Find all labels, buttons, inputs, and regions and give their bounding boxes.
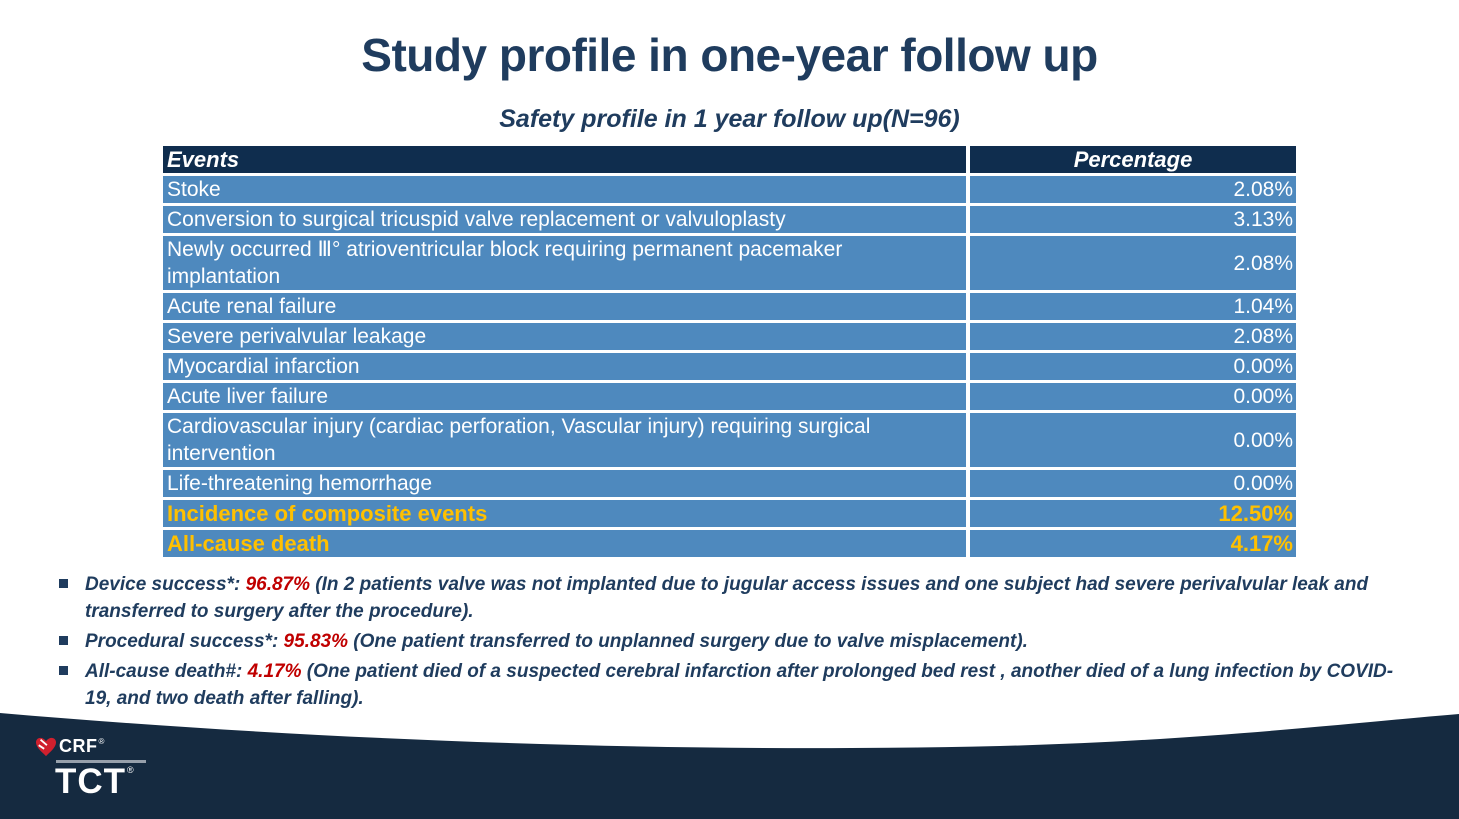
footnote-item [57,571,1413,625]
percentage-cell: 2.08% [968,235,1296,292]
percentage-cell: 0.00% [968,352,1296,382]
footnote-text [85,571,1413,625]
table-header-row [163,146,1296,175]
bullet-square-icon [59,579,68,588]
crf-heart-icon [35,737,57,757]
footnote-label: Procedural success*: [85,631,284,652]
event-cell: All-cause death [163,529,968,559]
percentage-cell: 1.04% [968,292,1296,322]
percentage-cell: 12.50% [968,499,1296,529]
table-row [163,175,1296,205]
table-row [163,205,1296,235]
table-subtitle: Safety profile in 1 year follow up(N=96) [499,105,960,133]
events-column-header: Events [163,146,968,175]
crf-logo-text: CRF [59,736,98,756]
tct-registered-mark: ® [127,765,134,775]
footnote-description: (One patient died of a suspected cerebral infarction after prolonged bed rest , another died of a lung infection by COVID-19, and two death after falling). [85,661,1394,709]
table-row [163,412,1296,469]
bullet-square-icon [59,636,68,645]
percentage-cell: 2.08% [968,322,1296,352]
table-row [163,352,1296,382]
event-cell: Life-threatening hemorrhage [163,469,968,499]
footnote-value: 96.87% [245,574,316,595]
footnote-value: 95.83% [283,631,354,652]
crf-registered-mark: ® [98,737,105,746]
event-cell: Severe perivalvular leakage [163,322,968,352]
footnotes-list [57,571,1413,715]
percentage-cell: 2.08% [968,175,1296,205]
crf-logo-row [35,736,146,757]
table-row [163,469,1296,499]
footnote-text [85,658,1413,712]
footnote-description: (One patient transferred to unplanned surgery due to valve misplacement). [353,631,1028,652]
footnote-description: (In 2 patients valve was not implanted due to jugular access issues and one subject had severe perivalvular leak and transferred to surgery after the procedure). [85,574,1369,622]
percentage-cell: 0.00% [968,469,1296,499]
safety-profile-table [163,146,1296,560]
table-header [163,146,1296,175]
table-row [163,322,1296,352]
bullet-square-icon [59,666,68,675]
table-row [163,292,1296,322]
events-table-body [163,175,1296,559]
footnote-text [85,628,1028,655]
footnote-label: All-cause death#: [85,661,248,682]
percentage-cell: 4.17% [968,529,1296,559]
footnote-value: 4.17% [247,661,307,682]
footnote-label: Device success*: [85,574,246,595]
percentage-cell: 3.13% [968,205,1296,235]
footnote-item [57,658,1413,712]
event-cell: Myocardial infarction [163,352,968,382]
event-cell: Conversion to surgical tricuspid valve replacement or valvuloplasty [163,205,968,235]
percentage-cell: 0.00% [968,412,1296,469]
event-cell: Incidence of composite events [163,499,968,529]
percentage-column-header: Percentage [968,146,1296,175]
tct-logo-row [55,764,146,799]
event-cell: Newly occurred Ⅲ° atrioventricular block requiring permanent pacemaker implantation [163,235,968,292]
table-row [163,235,1296,292]
table-row [163,499,1296,529]
event-cell: Stoke [163,175,968,205]
crf-tct-logo [35,736,146,799]
page-title: Study profile in one-year follow up [361,29,1098,81]
percentage-cell: 0.00% [968,382,1296,412]
footer-wave-shape [0,709,1459,819]
tct-logo-text: TCT [55,762,127,801]
footnote-item [57,628,1413,655]
table-row [163,382,1296,412]
event-cell: Cardiovascular injury (cardiac perforation, Vascular injury) requiring surgical intervention [163,412,968,469]
event-cell: Acute renal failure [163,292,968,322]
event-cell: Acute liver failure [163,382,968,412]
table-row [163,529,1296,559]
